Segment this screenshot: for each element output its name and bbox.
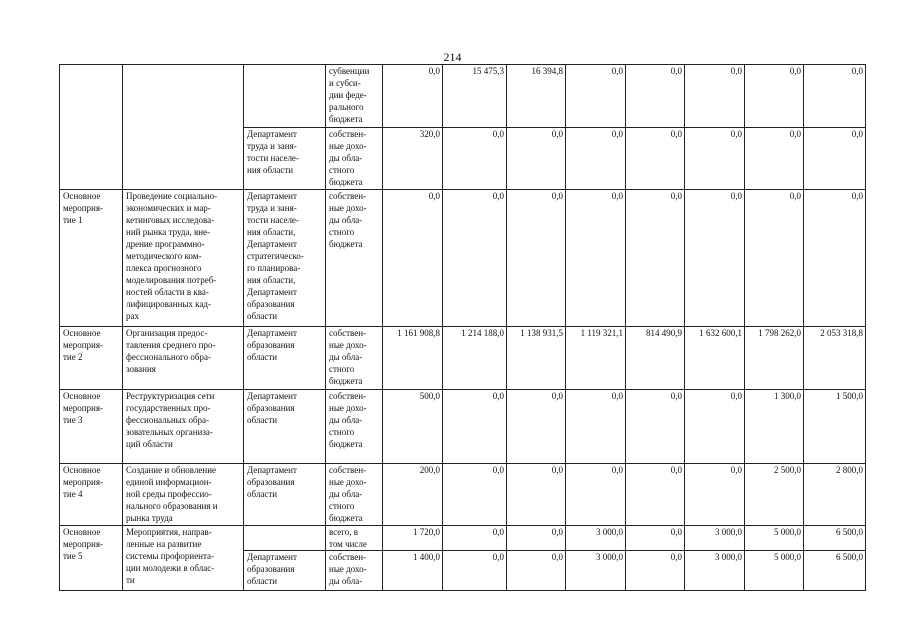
value-cell: 1 161 908,8: [383, 327, 443, 390]
value-cell: 0,0: [566, 464, 626, 526]
executor-cell: [244, 65, 326, 128]
value-cell: 15 475,3: [443, 65, 507, 128]
value-cell: 1 214 188,0: [443, 327, 507, 390]
value-cell: 500,0: [383, 390, 443, 464]
value-cell: 6 500,0: [804, 551, 866, 591]
value-cell: 1 119 321,1: [566, 327, 626, 390]
value-cell: 1 138 931,5: [507, 327, 566, 390]
value-cell: 0,0: [566, 65, 626, 128]
value-cell: 320,0: [383, 128, 443, 190]
table-row: [60, 65, 866, 128]
executor-cell: Департамент труда и заня- тости населе- ния области: [244, 128, 326, 190]
source-cell: собствен- ные дохо- ды обла- стного бюджета: [326, 190, 383, 327]
value-cell: 0,0: [685, 128, 745, 190]
value-cell: 1 798 262,0: [745, 327, 804, 390]
description-cell: [123, 65, 244, 190]
value-cell: 3 000,0: [685, 551, 745, 591]
value-cell: 0,0: [507, 526, 566, 551]
value-cell: 0,0: [443, 190, 507, 327]
value-cell: 2 500,0: [745, 464, 804, 526]
value-cell: 3 000,0: [566, 526, 626, 551]
value-cell: 0,0: [685, 464, 745, 526]
value-cell: 2 053 318,8: [804, 327, 866, 390]
value-cell: 1 632 600,1: [685, 327, 745, 390]
table-row: [60, 390, 866, 464]
value-cell: 0,0: [443, 464, 507, 526]
event-cell: Основное мероприя- тие 3: [60, 390, 123, 464]
table-row: [60, 464, 866, 526]
value-cell: 0,0: [443, 390, 507, 464]
value-cell: 0,0: [745, 128, 804, 190]
source-cell: субвенции и субси- дии феде- рального бюджета: [326, 65, 383, 128]
value-cell: 1 300,0: [745, 390, 804, 464]
source-cell: собствен- ные дохо- ды обла- стного бюджета: [326, 390, 383, 464]
value-cell: 200,0: [383, 464, 443, 526]
value-cell: 0,0: [443, 551, 507, 591]
value-cell: 0,0: [507, 390, 566, 464]
value-cell: 0,0: [566, 128, 626, 190]
event-cell: Основное мероприя- тие 5: [60, 526, 123, 591]
value-cell: 1 400,0: [383, 551, 443, 591]
event-cell: Основное мероприя- тие 2: [60, 327, 123, 390]
value-cell: 0,0: [804, 128, 866, 190]
value-cell: 5 000,0: [745, 551, 804, 591]
value-cell: 5 000,0: [745, 526, 804, 551]
description-cell: Организация предос- тавления среднего про- фессионального обра- зования: [123, 327, 244, 390]
value-cell: 0,0: [566, 390, 626, 464]
value-cell: 0,0: [626, 65, 685, 128]
value-cell: 0,0: [685, 190, 745, 327]
executor-cell: Департамент образования области: [244, 390, 326, 464]
value-cell: 0,0: [383, 65, 443, 128]
value-cell: 0,0: [383, 190, 443, 327]
value-cell: 0,0: [626, 128, 685, 190]
value-cell: 0,0: [507, 128, 566, 190]
value-cell: 0,0: [566, 190, 626, 327]
page-number: 214: [443, 50, 462, 64]
value-cell: 0,0: [685, 65, 745, 128]
budget-table: [59, 64, 866, 591]
source-cell: собствен- ные дохо- ды обла- стного бюджета: [326, 128, 383, 190]
source-cell: собствен- ные дохо- ды обла- стного бюджета: [326, 327, 383, 390]
value-cell: 0,0: [745, 65, 804, 128]
executor-cell: [244, 526, 326, 551]
value-cell: 0,0: [443, 526, 507, 551]
event-cell: Основное мероприя- тие 4: [60, 464, 123, 526]
source-cell: всего, в том числе: [326, 526, 383, 551]
value-cell: 814 490,9: [626, 327, 685, 390]
value-cell: 6 500,0: [804, 526, 866, 551]
event-cell: [60, 65, 123, 190]
executor-cell: Департамент образования области: [244, 327, 326, 390]
value-cell: 16 394,8: [507, 65, 566, 128]
value-cell: 0,0: [507, 464, 566, 526]
value-cell: 2 800,0: [804, 464, 866, 526]
value-cell: 0,0: [626, 551, 685, 591]
table-row: [60, 526, 866, 551]
value-cell: 0,0: [507, 190, 566, 327]
value-cell: 0,0: [626, 526, 685, 551]
source-cell: собствен- ные дохо- ды обла-: [326, 551, 383, 591]
value-cell: 3 000,0: [566, 551, 626, 591]
executor-cell: Департамент образования области: [244, 551, 326, 591]
value-cell: 0,0: [685, 390, 745, 464]
executor-cell: Департамент труда и заня- тости населе- ния области, Департамент стратегическо- го планирова- ния области, Департамент образования области: [244, 190, 326, 327]
value-cell: 1 500,0: [804, 390, 866, 464]
description-cell: Реструктуризация сети государственных про- фессиональных обра- зовательных организа- ций области: [123, 390, 244, 464]
description-cell: Мероприятия, направ- ленные на развитие системы профориента- ции молодежи в облас- ти: [123, 526, 244, 591]
executor-cell: Департамент образования области: [244, 464, 326, 526]
value-cell: 0,0: [507, 551, 566, 591]
value-cell: 3 000,0: [685, 526, 745, 551]
value-cell: 0,0: [804, 190, 866, 327]
value-cell: 0,0: [626, 464, 685, 526]
value-cell: 0,0: [443, 128, 507, 190]
event-cell: Основное мероприя- тие 1: [60, 190, 123, 327]
value-cell: 1 720,0: [383, 526, 443, 551]
value-cell: 0,0: [626, 190, 685, 327]
table-row: [60, 327, 866, 390]
source-cell: собствен- ные дохо- ды обла- стного бюджета: [326, 464, 383, 526]
value-cell: 0,0: [745, 190, 804, 327]
table-row: [60, 190, 866, 327]
description-cell: Создание и обновление единой информацион- ной среды профессио- нального образования и рынка труда: [123, 464, 244, 526]
description-cell: Проведение социально- экономических и мар- кетинговых исследова- ний рынка труда, вне- дрение программно- методического ком- плекса прогнозного моделирования потреб- ностей области в ква- лифицированных кад- рах: [123, 190, 244, 327]
value-cell: 0,0: [804, 65, 866, 128]
value-cell: 0,0: [626, 390, 685, 464]
